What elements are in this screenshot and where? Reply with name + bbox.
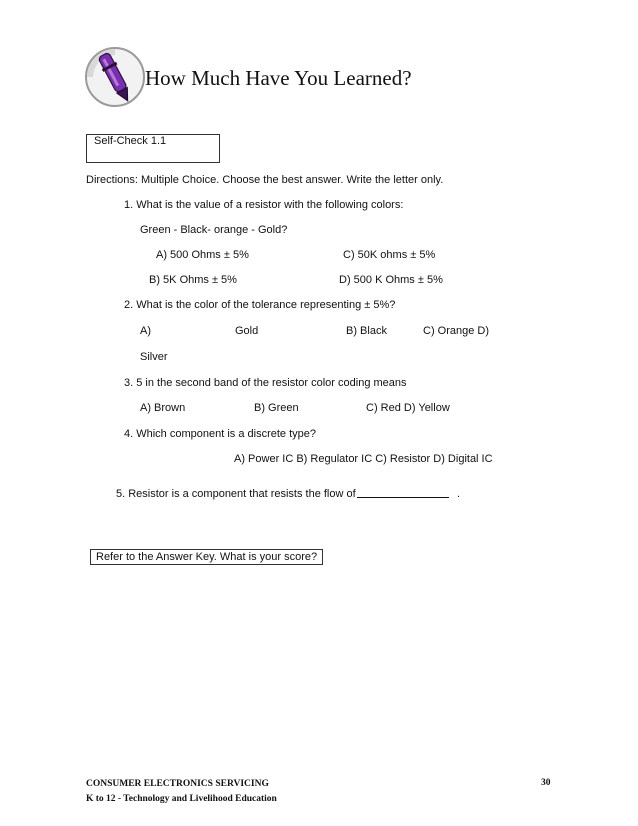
q3-option-c-d: C) Red D) Yellow bbox=[366, 402, 450, 414]
q2-option-b: B) Black bbox=[346, 325, 387, 337]
question-1: 1. What is the value of a resistor with the following colors: bbox=[124, 199, 404, 211]
question-4: 4. Which component is a discrete type? bbox=[124, 428, 316, 440]
directions: Directions: Multiple Choice. Choose the best answer. Write the letter only. bbox=[86, 174, 444, 186]
footer-course: CONSUMER ELECTRONICS SERVICING bbox=[86, 779, 269, 789]
question-5-end: . bbox=[457, 488, 461, 500]
q2-option-c-d: C) Orange D) bbox=[423, 325, 490, 337]
pen-logo-icon bbox=[82, 44, 148, 110]
question-2: 2. What is the color of the tolerance representing ± 5%? bbox=[124, 299, 396, 311]
q2-option-a: A) bbox=[140, 325, 151, 337]
question-5: 5. Resistor is a component that resists the flow of bbox=[116, 488, 356, 500]
self-check-label: Self-Check 1.1 bbox=[94, 135, 167, 147]
answer-key-note: Refer to the Answer Key. What is your score? bbox=[90, 549, 323, 565]
page-number: 30 bbox=[541, 778, 551, 788]
answer-blank[interactable] bbox=[357, 497, 449, 498]
q3-option-a: A) Brown bbox=[140, 402, 186, 414]
q1-option-d: D) 500 K Ohms ± 5% bbox=[339, 274, 443, 286]
q1-option-b: B) 5K Ohms ± 5% bbox=[149, 274, 237, 286]
q2-option-d-value: Silver bbox=[140, 351, 168, 363]
q2-option-a-value: Gold bbox=[235, 325, 259, 337]
question-1-colors: Green - Black- orange - Gold? bbox=[140, 224, 288, 236]
q1-option-c: C) 50K ohms ± 5% bbox=[343, 249, 436, 261]
q3-option-b: B) Green bbox=[254, 402, 299, 414]
page-title: How Much Have You Learned? bbox=[145, 66, 412, 90]
question-3: 3. 5 in the second band of the resistor color coding means bbox=[124, 377, 407, 389]
footer-program: K to 12 - Technology and Livelihood Education bbox=[86, 794, 277, 804]
q4-options: A) Power IC B) Regulator IC C) Resistor D) Digital IC bbox=[234, 453, 493, 465]
q1-option-a: A) 500 Ohms ± 5% bbox=[156, 249, 249, 261]
